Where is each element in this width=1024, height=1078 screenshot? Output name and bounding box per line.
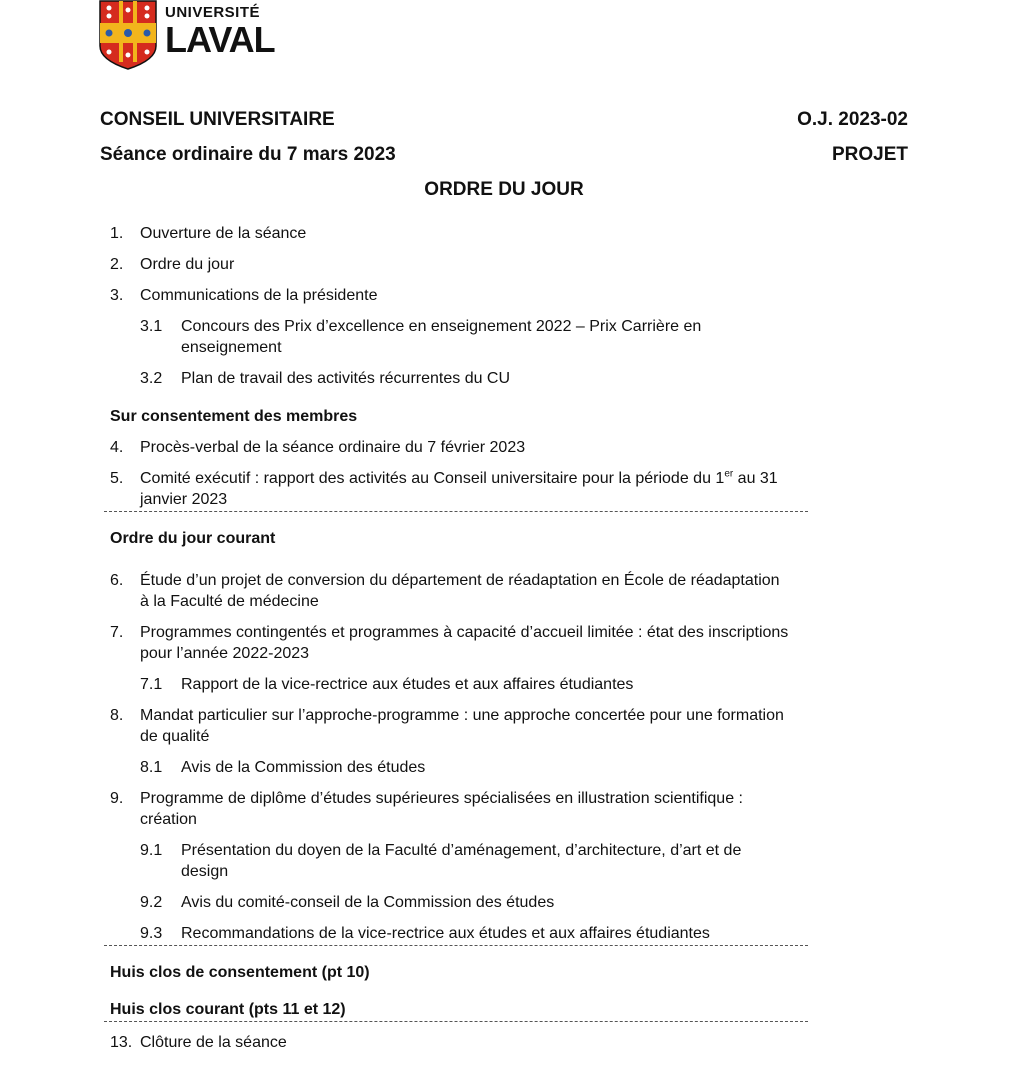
item-text: Programmes contingentés et programmes à capacité d’accueil limitée : état des inscriptions pour l’année 2022-2023 xyxy=(140,624,789,662)
item-number: 2. xyxy=(110,256,124,273)
item-number: 9.2 xyxy=(140,894,163,911)
section-heading-closed-current: Huis clos courant (pts 11 et 12) xyxy=(110,1001,346,1018)
item-number: 8. xyxy=(110,707,124,724)
document-reference: O.J. 2023-02 xyxy=(797,109,908,130)
item-text: Communications de la présidente xyxy=(140,287,378,304)
item-number: 5. xyxy=(110,470,124,487)
item-text xyxy=(140,468,790,510)
item-number: 1. xyxy=(110,225,124,242)
item-text: Plan de travail des activités récurrentes du CU xyxy=(181,370,511,387)
logo-text-universite: UNIVERSITÉ xyxy=(165,4,261,21)
item-text: Étude d’un projet de conversion du département de réadaptation en École de réadaptation à la Faculté de médecine xyxy=(140,572,780,610)
item-number: 6. xyxy=(110,572,124,589)
item-number: 3. xyxy=(110,287,124,304)
section-divider xyxy=(104,945,808,946)
item-text: Avis du comité-conseil de la Commission des études xyxy=(181,894,555,911)
item-number: 7.1 xyxy=(140,676,163,693)
item-superscript: er xyxy=(724,468,734,480)
document-status: PROJET xyxy=(831,144,908,165)
session-date: Séance ordinaire du 7 mars 2023 xyxy=(100,144,396,165)
council-name: CONSEIL UNIVERSITAIRE xyxy=(100,109,335,130)
item-number: 3.2 xyxy=(140,370,163,387)
item-number: 9. xyxy=(110,790,124,807)
item-text: Recommandations de la vice-rectrice aux études et aux affaires étudiantes xyxy=(181,925,710,942)
university-logo xyxy=(99,0,274,72)
item-number: 9.1 xyxy=(140,842,163,859)
coat-of-arms-icon xyxy=(99,0,157,70)
item-text: Concours des Prix d’excellence en enseignement 2022 – Prix Carrière en enseignement xyxy=(181,318,702,356)
item-text: Ouverture de la séance xyxy=(140,225,307,242)
section-heading-closed-consent: Huis clos de consentement (pt 10) xyxy=(110,964,370,981)
item-text: Présentation du doyen de la Faculté d’aménagement, d’architecture, d’art et de design xyxy=(181,842,742,880)
item-number: 9.3 xyxy=(140,925,163,942)
section-divider xyxy=(104,511,808,512)
logo-text-laval: LAVAL xyxy=(165,19,275,60)
item-text-part: Comité exécutif : rapport des activités au Conseil universitaire pour la période du 1 xyxy=(140,470,725,487)
page-title: ORDRE DU JOUR xyxy=(424,179,584,200)
section-heading-current: Ordre du jour courant xyxy=(110,530,276,547)
item-number: 8.1 xyxy=(140,759,163,776)
item-text: Ordre du jour xyxy=(140,256,235,273)
section-heading-consent: Sur consentement des membres xyxy=(110,408,358,425)
item-text: Avis de la Commission des études xyxy=(181,759,426,776)
item-text: Procès-verbal de la séance ordinaire du 7 février 2023 xyxy=(140,439,526,456)
item-text-part: au 31 janvier 2023 xyxy=(140,470,778,508)
item-number: 4. xyxy=(110,439,124,456)
item-text: Clôture de la séance xyxy=(140,1034,287,1051)
item-text: Rapport de la vice-rectrice aux études et aux affaires étudiantes xyxy=(181,676,634,693)
item-number: 13. xyxy=(110,1034,133,1051)
item-text: Programme de diplôme d’études supérieures spécialisées en illustration scientifique : création xyxy=(140,790,743,828)
item-text: Mandat particulier sur l’approche-programme : une approche concertée pour une formation de qualité xyxy=(140,707,784,745)
section-divider xyxy=(104,1021,808,1022)
item-number: 7. xyxy=(110,624,124,641)
item-number: 3.1 xyxy=(140,318,163,335)
